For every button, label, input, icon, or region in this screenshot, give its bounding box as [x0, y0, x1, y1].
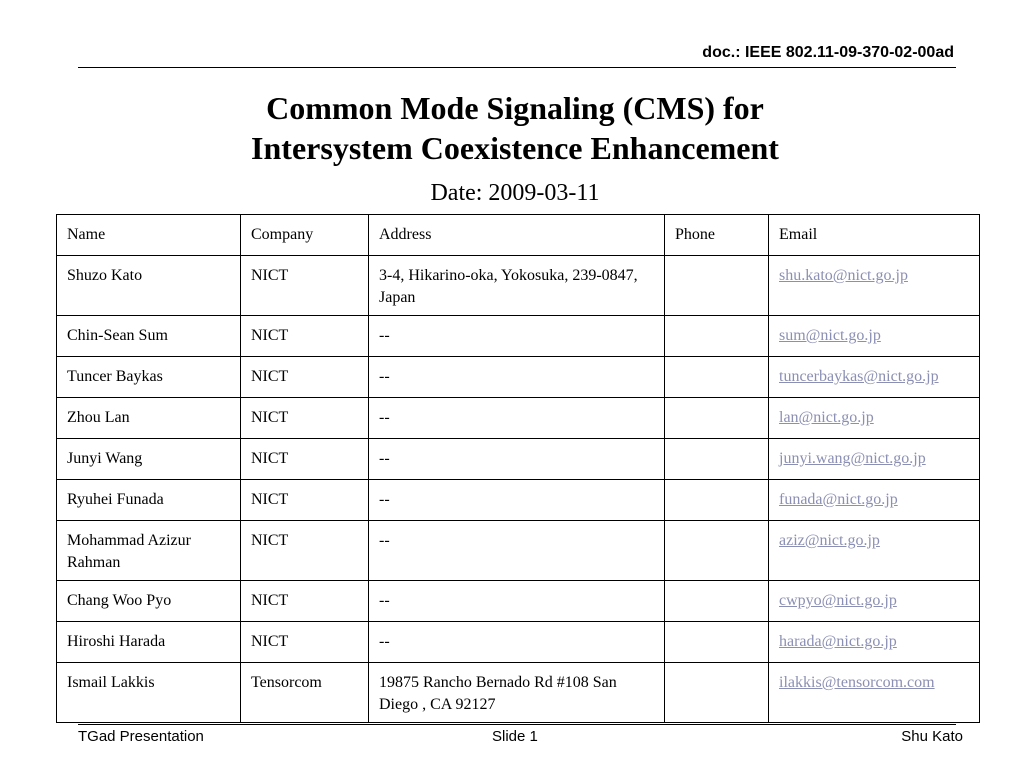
cell-name: Chin-Sean Sum — [57, 316, 241, 357]
cell-company: NICT — [241, 316, 369, 357]
slide-title-line-1: Common Mode Signaling (CMS) for — [266, 90, 764, 126]
cell-company: NICT — [241, 581, 369, 622]
footer-slide-number: Slide 1 — [492, 728, 538, 745]
email-link[interactable]: ilakkis@tensorcom.com — [779, 674, 935, 691]
email-link[interactable]: shu.kato@nict.go.jp — [779, 267, 908, 284]
cell-email — [769, 256, 980, 316]
cell-email — [769, 480, 980, 521]
footer-divider — [78, 724, 956, 725]
cell-phone — [665, 622, 769, 663]
cell-email — [769, 439, 980, 480]
document-id: doc.: IEEE 802.11-09-370-02-00ad — [702, 44, 954, 61]
cell-name: Ismail Lakkis — [57, 663, 241, 723]
cell-name: Hiroshi Harada — [57, 622, 241, 663]
cell-phone — [665, 316, 769, 357]
cell-address: 19875 Rancho Bernado Rd #108 San Diego , CA 92127 — [369, 663, 665, 723]
cell-address: -- — [369, 480, 665, 521]
table-row — [57, 256, 980, 316]
header-address: Address — [369, 215, 665, 256]
email-link[interactable]: tuncerbaykas@nict.go.jp — [779, 368, 939, 385]
table-row — [57, 357, 980, 398]
header-name: Name — [57, 215, 241, 256]
header-email: Email — [769, 215, 980, 256]
cell-email — [769, 357, 980, 398]
cell-email — [769, 398, 980, 439]
cell-phone — [665, 439, 769, 480]
cell-email — [769, 581, 980, 622]
table-row — [57, 316, 980, 357]
cell-name: Ryuhei Funada — [57, 480, 241, 521]
cell-phone — [665, 357, 769, 398]
cell-company: NICT — [241, 521, 369, 581]
slide-date: Date: 2009-03-11 — [430, 180, 600, 206]
table-row — [57, 480, 980, 521]
footer-presentation: TGad Presentation — [78, 728, 204, 745]
cell-address: -- — [369, 316, 665, 357]
cell-address: -- — [369, 357, 665, 398]
header-company: Company — [241, 215, 369, 256]
cell-company: Tensorcom — [241, 663, 369, 723]
cell-company: NICT — [241, 439, 369, 480]
cell-email — [769, 622, 980, 663]
table-row — [57, 439, 980, 480]
cell-phone — [665, 521, 769, 581]
cell-phone — [665, 480, 769, 521]
cell-address: -- — [369, 439, 665, 480]
slide-title-line-2: Intersystem Coexistence Enhancement — [251, 130, 779, 166]
email-link[interactable]: funada@nict.go.jp — [779, 491, 898, 508]
cell-phone — [665, 581, 769, 622]
email-link[interactable]: cwpyo@nict.go.jp — [779, 592, 897, 609]
table-row — [57, 663, 980, 723]
table-row — [57, 521, 980, 581]
email-link[interactable]: lan@nict.go.jp — [779, 409, 874, 426]
cell-address: -- — [369, 622, 665, 663]
cell-company: NICT — [241, 480, 369, 521]
slide-title — [0, 88, 1024, 168]
header-phone: Phone — [665, 215, 769, 256]
cell-email — [769, 521, 980, 581]
table-row — [57, 398, 980, 439]
header-divider — [78, 67, 956, 68]
cell-name: Tuncer Baykas — [57, 357, 241, 398]
cell-company: NICT — [241, 622, 369, 663]
cell-address: -- — [369, 398, 665, 439]
cell-name: Zhou Lan — [57, 398, 241, 439]
email-link[interactable]: sum@nict.go.jp — [779, 327, 881, 344]
cell-name: Mohammad Azizur Rahman — [57, 521, 241, 581]
cell-address: -- — [369, 581, 665, 622]
cell-name: Junyi Wang — [57, 439, 241, 480]
cell-name: Shuzo Kato — [57, 256, 241, 316]
footer-author: Shu Kato — [901, 728, 963, 745]
cell-address: -- — [369, 521, 665, 581]
authors-table — [56, 214, 980, 723]
table-row — [57, 581, 980, 622]
cell-phone — [665, 256, 769, 316]
cell-address: 3-4, Hikarino-oka, Yokosuka, 239-0847, Japan — [369, 256, 665, 316]
cell-phone — [665, 663, 769, 723]
cell-phone — [665, 398, 769, 439]
email-link[interactable]: junyi.wang@nict.go.jp — [779, 450, 926, 467]
email-link[interactable]: harada@nict.go.jp — [779, 633, 897, 650]
cell-name: Chang Woo Pyo — [57, 581, 241, 622]
cell-company: NICT — [241, 398, 369, 439]
table-row — [57, 622, 980, 663]
cell-company: NICT — [241, 256, 369, 316]
email-link[interactable]: aziz@nict.go.jp — [779, 532, 880, 549]
cell-company: NICT — [241, 357, 369, 398]
cell-email — [769, 663, 980, 723]
cell-email — [769, 316, 980, 357]
table-header-row — [57, 215, 980, 256]
